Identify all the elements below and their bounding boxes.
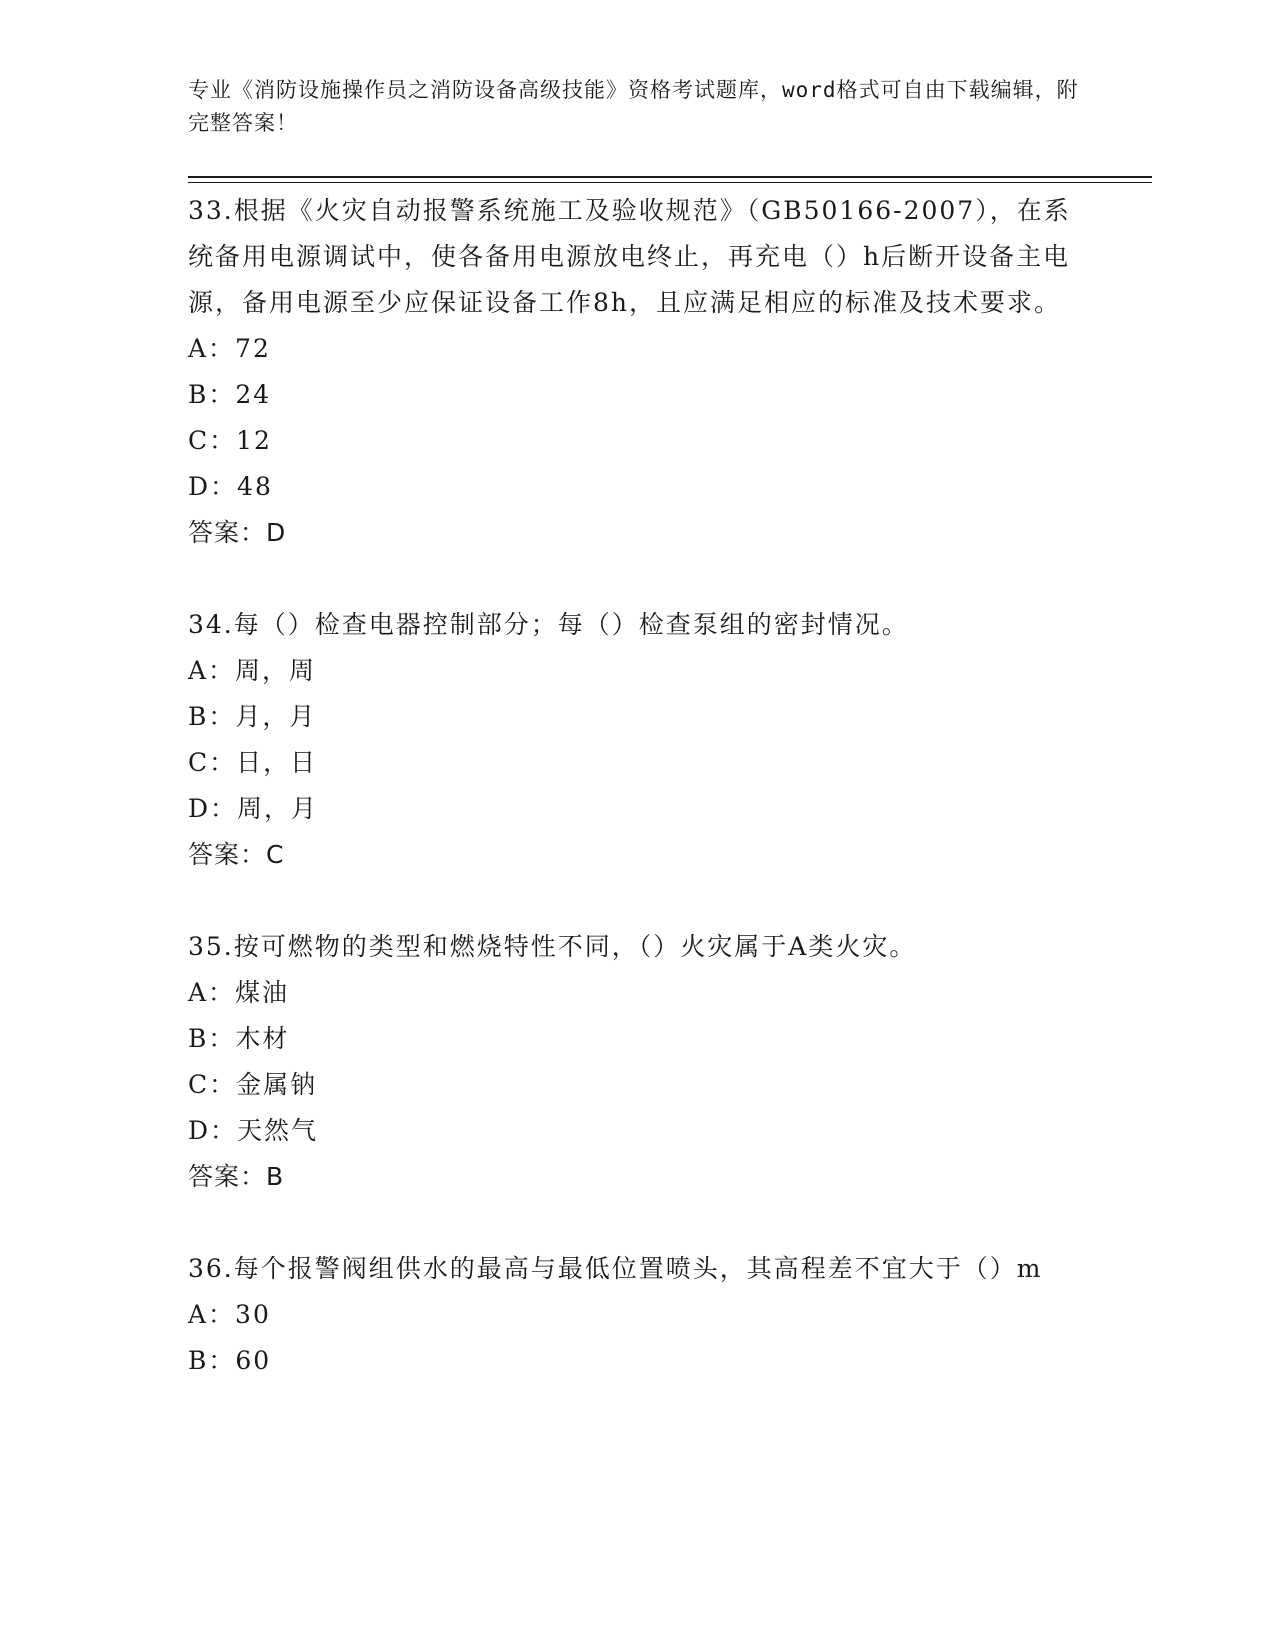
option-b: B：月，月 — [188, 702, 317, 731]
answer-line: 答案：D — [188, 518, 287, 547]
option-d: D：周，月 — [188, 794, 319, 823]
question-35 — [188, 924, 1088, 1200]
option-a: A：周，周 — [188, 656, 317, 685]
answer-line: 答案：C — [188, 840, 285, 869]
header-divider-thick — [188, 176, 1152, 178]
question-stem: 36.每个报警阀组供水的最高与最低位置喷头，其高程差不宜大于（）m — [188, 1254, 1043, 1283]
question-33 — [188, 188, 1088, 556]
option-b: B：木材 — [188, 1024, 290, 1053]
question-stem: 34.每（）检查电器控制部分；每（）检查泵组的密封情况。 — [188, 610, 909, 639]
option-a: A：72 — [188, 334, 271, 363]
header-divider-thin — [188, 182, 1152, 183]
question-34 — [188, 602, 1088, 878]
answer-line: 答案：B — [188, 1162, 285, 1191]
option-d: D：天然气 — [188, 1116, 319, 1145]
option-b: B：60 — [188, 1346, 272, 1375]
option-c: C：日，日 — [188, 748, 318, 777]
option-c: C：金属钠 — [188, 1070, 318, 1099]
question-36 — [188, 1246, 1088, 1384]
option-a: A：30 — [188, 1300, 271, 1329]
question-list — [188, 188, 1088, 1384]
page-header: 专业《消防设施操作员之消防设备高级技能》资格考试题库，word格式可自由下载编辑，附完整答案！ — [188, 78, 1079, 135]
question-stem: 35.按可燃物的类型和燃烧特性不同，（）火灾属于A类火灾。 — [188, 932, 917, 961]
option-c: C：12 — [188, 426, 272, 455]
option-a: A：煤油 — [188, 978, 290, 1007]
option-b: B：24 — [188, 380, 272, 409]
option-d: D：48 — [188, 472, 273, 501]
question-stem: 33.根据《火灾自动报警系统施工及验收规范》（GB50166-2007），在系统备用电源调试中，使各备用电源放电终止，再充电（）h后断开设备主电源，备用电源至少应保证设备工作8h，且应满足相应的标准及技术要求。 — [188, 196, 1071, 317]
